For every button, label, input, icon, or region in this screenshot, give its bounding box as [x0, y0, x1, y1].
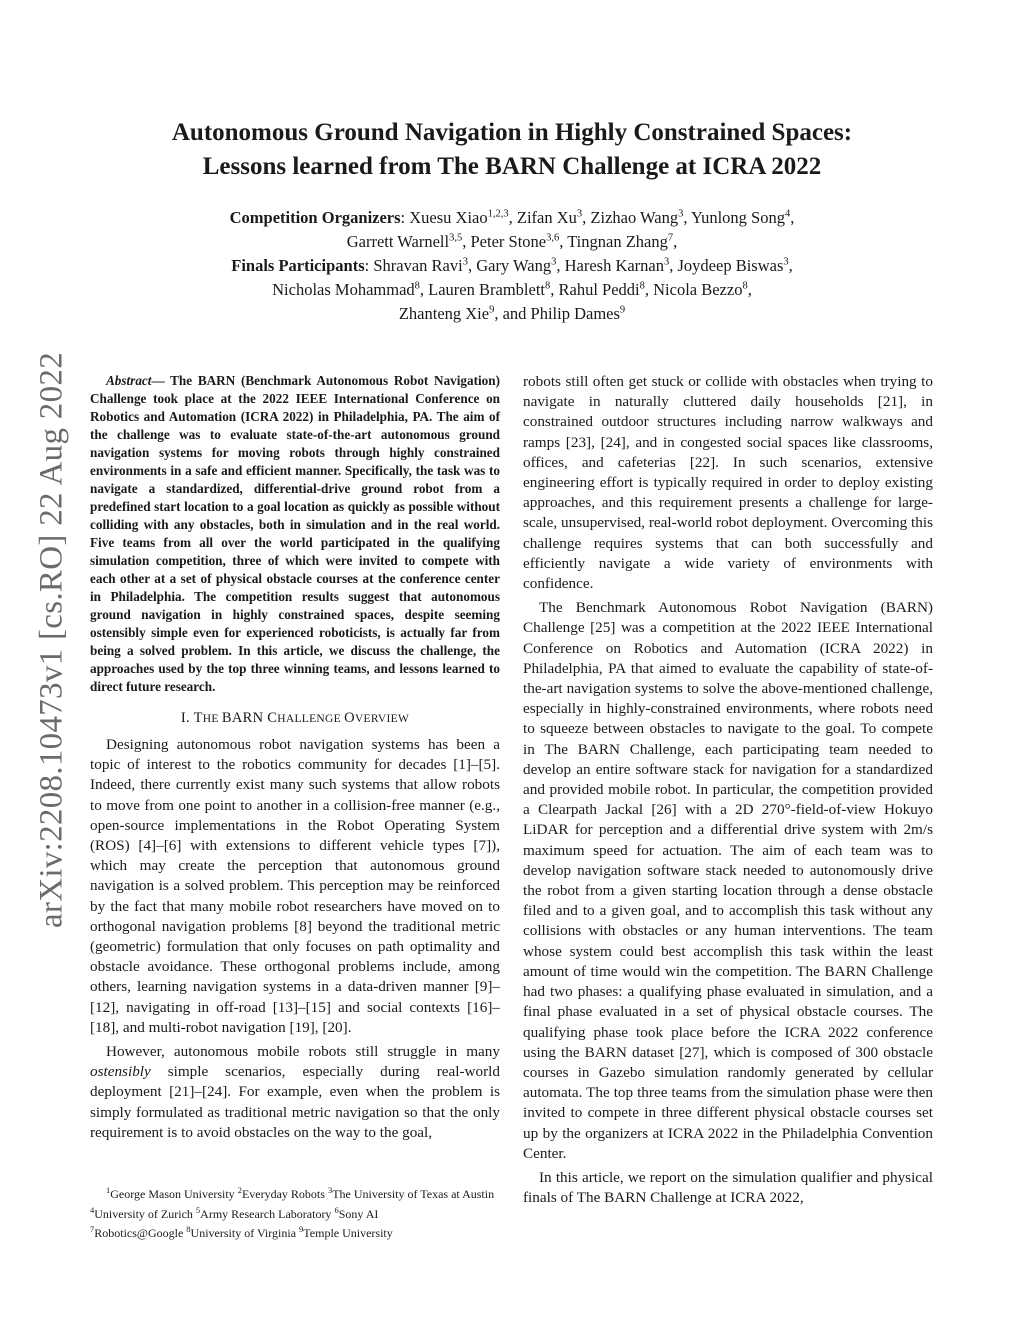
- footnote-mark: 3: [327, 1185, 333, 1195]
- paragraph: The Benchmark Autonomous Robot Navigation (BARN) Challenge [25] was a competition at the 2022 IEEE International Conference on Robotics and Automation (ICRA 2022) in Philadelphia, PA that aimed to evaluate the capability of state-of-the-art navigation systems to solve the above-mentioned challenge, especially in highly-constrained environments, where robots need to squeeze between obstacles to navigate to the goal. To compete in The BARN Challenge, each participating team needed to develop an entire software stack for navigation for a standardized and provided mobile robot. In particular, the competition provided a Clearpath Jackal [26] with a 2D 270°-field-of-view Hokuyo LiDAR for perception and a differential drive system with 2m/s maximum speed for actuation. The aim of each team was to develop navigation software stack needed to autonomously drive the robot from a given starting location through a dense obstacle filed and to a given goal, and to accomplish this task without any collisions with obstacles or any human interventions. The team whose system could best accomplish this task within the least amount of time would win the competition. The BARN Challenge had two phases: a qualifying phase evaluated in simulation, and a final phase evaluated in a set of physical obstacle courses. The qualifying phase took place before the ICRA 2022 conference using the BARN dataset [27], which is composed of 300 obstacle courses in Gazebo simulation randomly generated by cellular automata. The top three teams from the simulation phase were then invited to compete in three different physical obstacle courses set up by the organizers at ICRA 2022 in the Philadelphia Convention Center.: [523, 599, 933, 1162]
- paragraph: [90, 1042, 500, 1143]
- author-line-4: Nicholas Mohammad$^8$, Lauren Bramblett$^8$, Rahul Peddi$^8$, Nicola Bezzo$^8$,: [272, 280, 752, 299]
- abstract-label: Abstract: [106, 373, 152, 388]
- affiliation-mark: 3: [678, 208, 684, 220]
- affiliation-mark: 3: [783, 256, 789, 268]
- heading-part: HE: [202, 713, 222, 725]
- section-numeral: I.: [180, 710, 194, 726]
- affiliation: Army Research Laboratory: [200, 1206, 335, 1221]
- affiliation: Everyday Robots: [241, 1187, 328, 1201]
- footnote-mark: 1: [106, 1185, 111, 1195]
- author: Nicholas Mohammad: [272, 280, 415, 299]
- author-line-3: Finals Participants: Shravan Ravi$^3$, Gary Wang$^3$, Haresh Karnan$^3$, Joydeep Biswas$^3$,: [231, 256, 793, 275]
- author: Philip Dames: [530, 304, 620, 323]
- affiliation: University of Virginia: [190, 1226, 300, 1240]
- heading-part: BARN C: [221, 710, 278, 726]
- affiliation-mark: 3: [664, 256, 670, 268]
- affiliation: Temple University: [303, 1226, 393, 1240]
- author-line-1: Competition Organizers: Xuesu Xiao$^{1,2,3}$, Zifan Xu$^3$, Zizhao Wang$^3$, Yunlong Song$^4$,: [229, 208, 795, 227]
- affiliation-mark: 8: [639, 280, 645, 292]
- footnote-mark: 8: [186, 1224, 191, 1234]
- author: Yunlong Song: [691, 208, 785, 227]
- affiliation-mark: 3,6: [546, 232, 560, 244]
- affiliation-mark: 8: [742, 280, 748, 292]
- author: Gary Wang: [476, 256, 552, 275]
- affiliation: Sony AI: [338, 1206, 379, 1221]
- author: Lauren Bramblett: [428, 280, 545, 299]
- affiliation: The University of Texas at Austin: [332, 1187, 495, 1201]
- right-column: [523, 372, 933, 1212]
- affiliation: George Mason University: [110, 1187, 238, 1201]
- author: Tingnan Zhang: [567, 232, 668, 251]
- author: Zizhao Wang: [590, 208, 679, 227]
- author: Xuesu Xiao: [409, 208, 488, 227]
- footnote-mark: 4: [90, 1204, 95, 1215]
- section-heading: [90, 710, 500, 727]
- affiliation-mark: 3,5: [449, 232, 463, 244]
- affiliation: Robotics@Google: [94, 1226, 187, 1240]
- author: Nicola Bezzo: [653, 280, 743, 299]
- heading-part: HALLENGE: [277, 713, 345, 725]
- author-list: [110, 206, 914, 326]
- author-line-2: Garrett Warnell$^{3,5}$, Peter Stone$^{3,6}$, Tingnan Zhang$^7$,: [346, 232, 678, 251]
- affiliation-mark: 1,2,3: [487, 208, 509, 220]
- paragraph: Designing autonomous robot navigation systems has been a topic of interest to the robotics community for decades [1]–[5]. Indeed, there currently exist many such systems that allow robots to move from one point to another in a collision-free manner (e.g., open-source implementations in the Robot Operating System (ROS) [4]–[6] with extensions to different vehicle types [7]), which may create the perception that autonomous ground navigation is a solved problem. This perception may be reinforced by the fact that many mobile robot researchers have moved on to orthogonal navigation problems [8] beyond the traditional metric (geometric) formulation that only focuses on path optimality and obstacle avoidance. These orthogonal problems include, among others, learning navigation systems in a data-driven manner [9]–[12], navigating in off-road [13]–[15] and social contexts [16]–[18], and multi-robot navigation [19], [20].: [90, 736, 500, 1036]
- organizers-label: Competition Organizers: [229, 208, 401, 227]
- affiliation-mark: 3: [551, 256, 557, 268]
- affiliation-mark: 9: [619, 304, 626, 316]
- author: Zifan Xu: [516, 208, 577, 227]
- abstract-text: — The BARN (Benchmark Autonomous Robot Navigation) Challenge took place at the 2022 IEEE International Conference on Robotics and Automation (ICRA 2022) in Philadelphia, PA. The aim of the challenge was to evaluate state-of-the-art autonomous ground navigation systems for moving robots through highly constrained environments in a safe and efficient manner. Specifically, the task was to navigate a standardized, differential-drive ground robot from a predefined start location to a goal location as quickly as possible without colliding with any obstacles, both in simulation and in the real world. Five teams from all over the world participated in the qualifying simulation competition, three of which were invited to compete with each other at a set of physical obstacle courses at the conference center in Philadelphia. The competition results suggest that autonomous ground navigation in highly constrained spaces, despite seeming ostensibly simple even for experienced roboticists, is actually far from being a solved problem. In this article, we discuss the challenge, the approaches used by the top three winning teams, and lessons learned to direct future research.: [90, 373, 500, 694]
- author: Joydeep Biswas: [677, 256, 784, 275]
- text-run: simple scenarios, especially during real-world deployment [21]–[24]. For example, even when the problem is simply formulated as traditional metric navigation so that the only requirement is to avoid obstacles on the way to the goal,: [90, 1063, 500, 1141]
- heading-part: VERVIEW: [354, 713, 410, 725]
- affiliation-mark: 8: [414, 280, 420, 292]
- author: Haresh Karnan: [564, 256, 665, 275]
- affiliation-footnotes: [90, 1183, 500, 1242]
- finalists-label: Finals Participants: [231, 256, 365, 275]
- footnote-mark: 9: [299, 1224, 304, 1234]
- paragraph: robots still often get stuck or collide with obstacles when trying to navigate in naturally cluttered daily households [21], in constrained outdoor structures including narrow walkways and ramps [23], [24], and in congested social spaces like classrooms, offices, and cafeterias [22]. In such scenarios, extensive engineering effort is typically required in order to deploy existing approaches, and this requirement presents a challenge for large-scale, unsupervised, real-world robot deployment. Overcoming this challenge requires systems that can both successfully and efficiently navigate a wide variety of environments with confidence.: [523, 373, 933, 593]
- paragraph: In this article, we report on the simulation qualifier and physical finals of The BARN Challenge at ICRA 2022,: [523, 1168, 933, 1207]
- heading-part: O: [344, 710, 355, 726]
- affiliation-mark: 8: [545, 280, 551, 292]
- title-line-2: Lessons learned from The BARN Challenge at ICRA 2022: [202, 153, 822, 180]
- affiliation-mark: 9: [489, 304, 495, 316]
- heading-part: T: [193, 710, 203, 726]
- emphasis: ostensibly: [90, 1063, 151, 1081]
- author: Zhanteng Xie: [398, 304, 490, 323]
- author: Peter Stone: [470, 232, 547, 251]
- abstract: [90, 372, 500, 696]
- affiliation-mark: 3: [462, 256, 468, 268]
- affiliation-mark: 3: [576, 208, 583, 220]
- affiliation: University of Zurich: [94, 1206, 196, 1221]
- affiliation-mark: 7: [667, 232, 674, 244]
- title-line-1: Autonomous Ground Navigation in Highly Constrained Spaces:: [171, 119, 853, 146]
- author: Garrett Warnell: [346, 232, 450, 251]
- footnote-mark: 7: [90, 1224, 95, 1234]
- author: Rahul Peddi: [558, 280, 640, 299]
- footnote-mark: 6: [334, 1204, 339, 1215]
- arxiv-identifier-stamp: arXiv:2208.10473v1 [cs.RO] 22 Aug 2022: [33, 351, 70, 929]
- author: Shravan Ravi: [373, 256, 463, 275]
- footnote-mark: 5: [195, 1204, 201, 1215]
- affiliation-mark: 4: [785, 208, 791, 220]
- text-run: However, autonomous mobile robots still struggle in many: [106, 1043, 500, 1061]
- author-line-5: Zhanteng Xie$^9$, and Philip Dames$^9$: [398, 304, 626, 323]
- left-column: [90, 372, 500, 1147]
- footnote-mark: 2: [237, 1185, 242, 1195]
- paper-title: [80, 116, 944, 184]
